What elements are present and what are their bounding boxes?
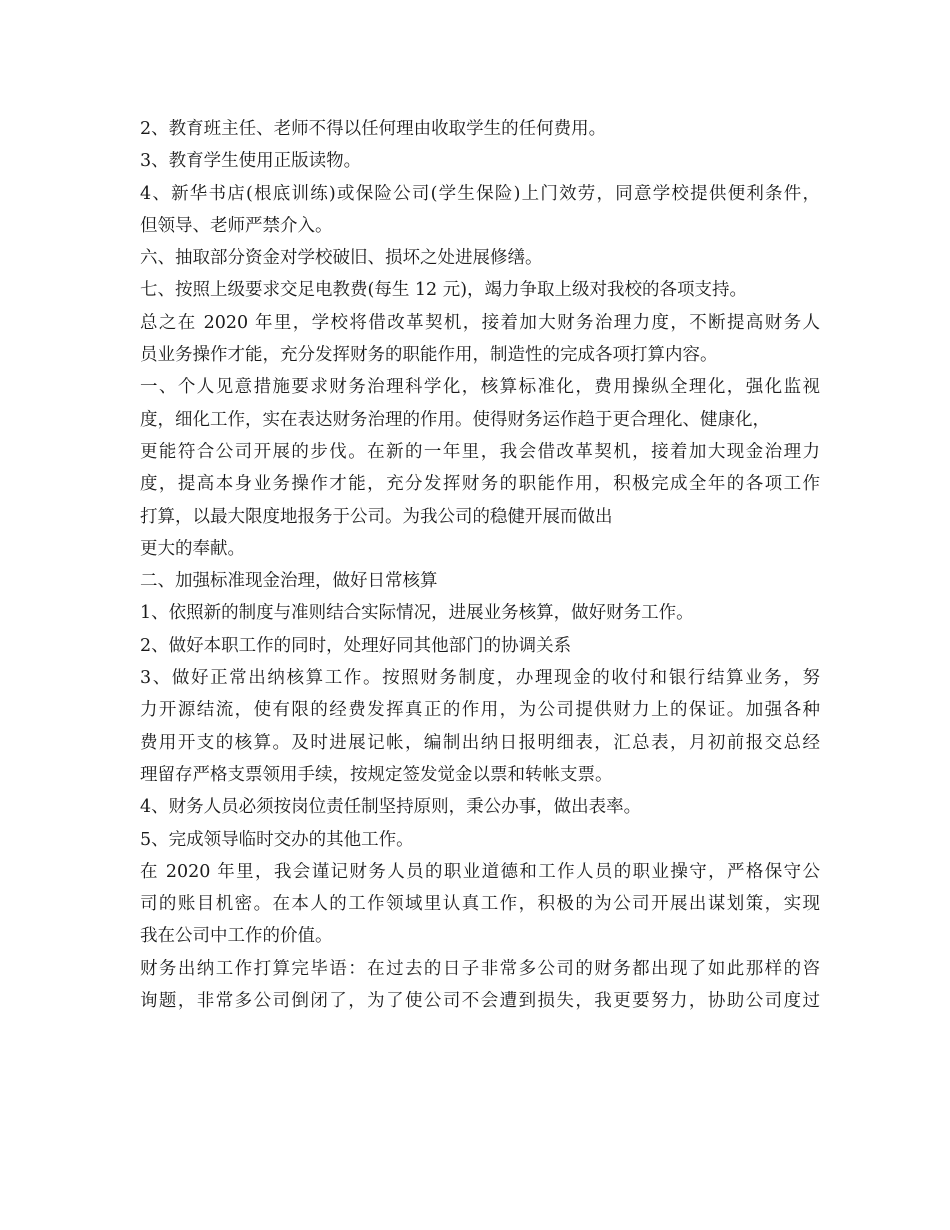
paragraph-line: 询题，非常多公司倒闭了，为了使公司不会遭到损失，我更要努力，协助公司度过 bbox=[140, 991, 820, 1012]
paragraph-line: 费用开支的核算。及时进展记帐，编制出纳日报明细表，汇总表，月初前报交总经 bbox=[140, 732, 820, 753]
paragraph-line: 1、依照新的制度与准则结合实际情况，进展业务核算，做好财务工作。 bbox=[140, 603, 694, 624]
paragraph-line: 力开源结流，使有限的经费发挥真正的作用，为公司提供财力上的保证。加强各种 bbox=[140, 700, 820, 721]
paragraph-line: 打算，以最大限度地报务于公司。为我公司的稳健开展而做出 bbox=[140, 506, 613, 527]
paragraph-line: 更能符合公司开展的步伐。在新的一年里，我会借改革契机，接着加大现金治理力 bbox=[140, 441, 820, 462]
paragraph-line: 我在公司中工作的价值。 bbox=[140, 926, 333, 947]
paragraph-line: 员业务操作才能，充分发挥财务的职能作用，制造性的完成各项打算内容。 bbox=[140, 345, 718, 366]
paragraph-line: 3、教育学生使用正版读物。 bbox=[140, 151, 362, 172]
paragraph-line: 在 2020 年里，我会谨记财务人员的职业道德和工作人员的职业操守，严格保守公 bbox=[140, 861, 820, 882]
paragraph-line: 4、财务人员必须按岗位责任制坚持原则，秉公办事，做出表率。 bbox=[140, 797, 642, 818]
paragraph-line: 3、做好正常出纳核算工作。按照财务制度，办理现金的收付和银行结算业务，努 bbox=[140, 668, 820, 689]
paragraph-line: 2、做好本职工作的同时，处理好同其他部门的协调关系 bbox=[140, 635, 572, 656]
paragraph-line: 4、新华书店(根底训练)或保险公司(学生保险)上门效劳，同意学校提供便利条件， bbox=[140, 183, 820, 204]
paragraph-line: 总之在 2020 年里，学校将借改革契机，接着加大财务治理力度，不断提高财务人 bbox=[140, 312, 820, 333]
paragraph-line: 2、教育班主任、老师不得以任何理由收取学生的任何费用。 bbox=[140, 119, 607, 139]
document-body bbox=[140, 113, 820, 1017]
paragraph-line: 更大的奉献。 bbox=[140, 538, 245, 559]
paragraph-line: 七、按照上级要求交足电教费(每生 12 元)，竭力争取上级对我校的各项支持。 bbox=[140, 280, 748, 301]
paragraph-line: 二、加强标准现金治理，做好日常核算 bbox=[140, 571, 438, 592]
paragraph-line: 司的账目机密。在本人的工作领域里认真工作，积极的为公司开展出谋划策，实现 bbox=[140, 894, 820, 915]
paragraph-line: 理留存严格支票领用手续，按规定签发觉金以票和转帐支票。 bbox=[140, 764, 613, 785]
paragraph-line: 一、个人见意措施要求财务治理科学化，核算标准化，费用操纵全理化，强化监视 bbox=[140, 377, 820, 398]
paragraph-line: 度，提高本身业务操作才能，充分发挥财务的职能作用，积极完成全年的各项工作 bbox=[140, 474, 820, 495]
paragraph-line: 5、完成领导临时交办的其他工作。 bbox=[140, 829, 414, 850]
paragraph-line: 但领导、老师严禁介入。 bbox=[140, 215, 333, 236]
paragraph-line: 财务出纳工作打算完毕语：在过去的日子非常多公司的财务都出现了如此那样的咨 bbox=[140, 958, 820, 979]
paragraph-line: 度，细化工作，实在表达财务治理的作用。使得财务运作趋于更合理化、健康化， bbox=[140, 409, 770, 430]
paragraph-line: 六、抽取部分资金对学校破旧、损坏之处进展修缮。 bbox=[140, 248, 543, 269]
